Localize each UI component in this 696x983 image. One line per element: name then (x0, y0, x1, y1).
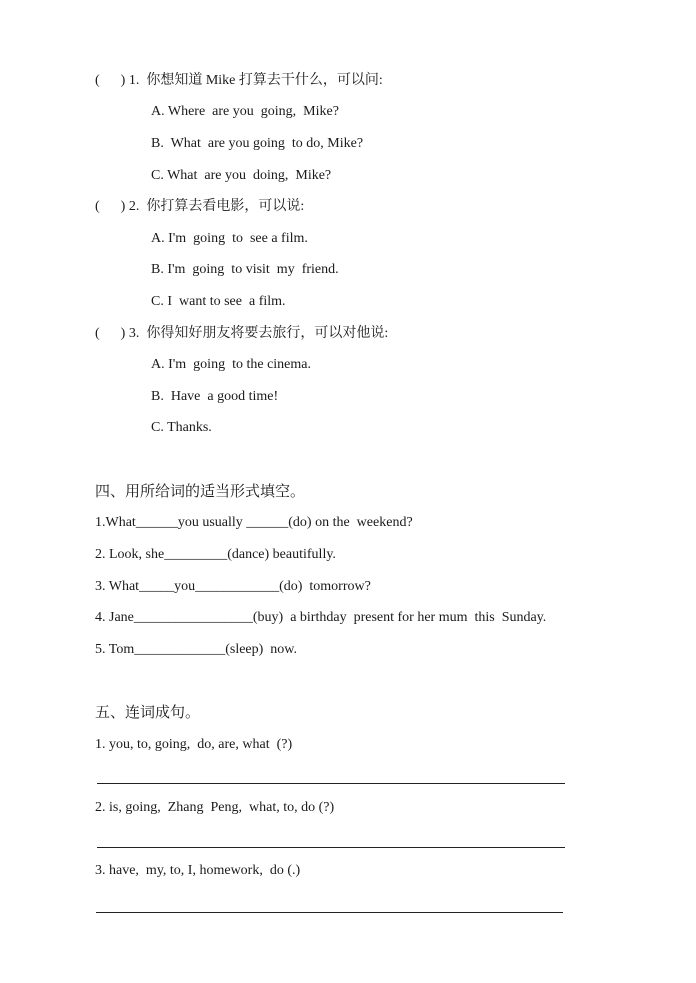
option-b: B. I'm going to visit my friend. (151, 262, 339, 277)
fill-item-3: 3. What_____you____________(do) tomorrow? (95, 579, 371, 594)
option-a: A. I'm going to the cinema. (151, 357, 311, 372)
question-stem: ( ) 3. 你得知好朋友将要去旅行，可以对他说: (95, 326, 389, 341)
question-stem: ( ) 2. 你打算去看电影，可以说: (95, 199, 305, 214)
option-b: B. Have a good time! (151, 389, 279, 404)
option-b: B. What are you going to do, Mike? (151, 136, 364, 151)
section-4-heading: 四、用所给词的适当形式填空。 (95, 484, 306, 500)
answer-line-2 (97, 847, 565, 848)
section-5-heading: 五、连词成句。 (95, 705, 201, 721)
option-c: C. Thanks. (151, 420, 212, 435)
option-c: C. I want to see a film. (151, 294, 286, 309)
fill-item-1: 1.What______you usually ______(do) on the weekend? (95, 515, 413, 530)
question-stem: ( ) 1. 你想知道 Mike 打算去干什么，可以问: (95, 73, 383, 88)
answer-line-3 (96, 912, 563, 913)
option-a: A. Where are you going, Mike? (151, 104, 339, 119)
option-c: C. What are you doing, Mike? (151, 168, 332, 183)
arrange-item-3: 3. have, my, to, I, homework, do (.) (95, 863, 301, 878)
fill-item-2: 2. Look, she_________(dance) beautifully. (95, 547, 336, 562)
fill-item-5: 5. Tom_____________(sleep) now. (95, 642, 298, 657)
option-a: A. I'm going to see a film. (151, 231, 308, 246)
fill-item-4: 4. Jane_________________(buy) a birthday present for her mum this Sunday. (95, 610, 547, 625)
answer-line-1 (97, 783, 565, 784)
arrange-item-2: 2. is, going, Zhang Peng, what, to, do (?) (95, 800, 335, 815)
arrange-item-1: 1. you, to, going, do, are, what (?) (95, 737, 293, 752)
